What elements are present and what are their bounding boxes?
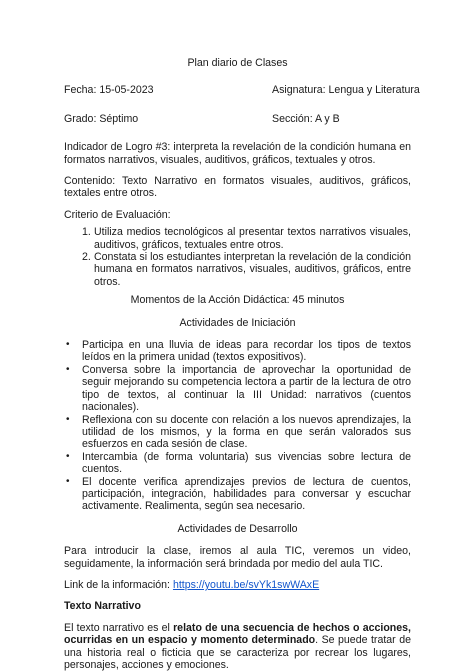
- list-item: [66, 413, 411, 451]
- content-paragraph: Contenido: Texto Narrativo en formatos visuales, auditivos, gráficos, textales entre otros.: [64, 175, 411, 200]
- list-item-text: Intercambia (de forma voluntaria) sus vivencias sobre lectura de cuentos.: [82, 450, 411, 476]
- list-item: [66, 339, 411, 364]
- narrative-definition-intro: El texto narrativo es el: [64, 621, 174, 634]
- section-field: Sección: A y B: [272, 112, 340, 125]
- narrative-definition-rest: . Se puede tratar de una historia real o ficticia que se caracteriza por recrear los lugares, personajes, acciones y emociones.: [64, 634, 411, 671]
- list-item-text: Conversa sobre la importancia de aprovechar la oportunidad de seguir mejorando su competencia lectora a partir de la lectura de otro tipo de textos, al continuar la III Unidad: narrativos (cuentos nacionales).: [82, 363, 411, 414]
- video-link[interactable]: https://youtu.be/svYk1swWAxE: [172, 578, 320, 591]
- evaluation-criteria-heading: Criterio de Evaluación:: [64, 208, 171, 221]
- evaluation-criteria-list: [64, 226, 411, 288]
- criteria-text: Constata si los estudiantes interpretan la revelación de la condición humana en formatos narrativos, visuales, auditivos, gráficos, entre otros.: [94, 251, 411, 288]
- date-field: Fecha: 15-05-2023: [64, 84, 154, 97]
- initiation-activities-heading: Actividades de Iniciación: [179, 316, 296, 329]
- criteria-number: 2.: [82, 251, 91, 264]
- list-item-text: Reflexiona con su docente con relación a los nuevos aprendizajes, la utilidad de los mismos, y la forma en que serán valorados sus esfuerzos en cada sesión de clase.: [82, 413, 411, 451]
- achievement-indicator: Indicador de Logro #3: interpreta la revelación de la condición humana en formatos narrativos, visuales, auditivos, gráficos, textuales y otros.: [64, 141, 411, 166]
- criteria-item: [82, 226, 411, 251]
- criteria-text: Utiliza medios tecnológicos al presentar textos narrativos visuales, auditivos, gráficos, textuales entre otros.: [94, 226, 411, 251]
- didactic-moments-heading: Momentos de la Acción Didáctica: 45 minutos: [130, 294, 345, 307]
- initiation-activities-list: [64, 339, 411, 513]
- development-paragraph: Para introducir la clase, iremos al aula TIC, veremos un video, seguidamente, la información será brindada por medio del aula TIC.: [64, 545, 411, 570]
- grade-section-row: [64, 113, 411, 125]
- criteria-item: [82, 251, 411, 288]
- list-item-text: El docente verifica aprendizajes previos de lectura de cuentos, participación, integración, habilidades para conversar y escuchar activamente. Realimenta, según sea necesario.: [82, 475, 411, 513]
- info-link-line: [64, 579, 411, 591]
- list-item: [66, 475, 411, 513]
- criteria-number: 1.: [82, 226, 91, 239]
- list-item: [66, 363, 411, 414]
- narrative-definition-bold: relato de una secuencia de hechos o acciones, ocurridas en un espacio y momento determinado: [64, 621, 411, 647]
- subject-field: Asignatura: Lengua y Literatura: [272, 84, 420, 97]
- bullet-icon: •: [66, 363, 70, 375]
- list-item-text: Participa en una lluvia de ideas para recordar los tipos de textos leídos en la primera unidad (textos expositivos).: [82, 339, 411, 364]
- narrative-definition-paragraph: [64, 622, 411, 671]
- list-item: [66, 450, 411, 476]
- bullet-icon: •: [66, 339, 70, 351]
- grade-field: Grado: Séptimo: [64, 112, 139, 125]
- development-activities-heading: Actividades de Desarrollo: [177, 522, 298, 535]
- info-link-label: Link de la información:: [64, 578, 173, 591]
- narrative-text-heading: Texto Narrativo: [64, 600, 141, 613]
- bullet-icon: •: [66, 413, 70, 425]
- bullet-icon: •: [66, 475, 70, 487]
- date-subject-row: [64, 84, 420, 97]
- document-title: Plan diario de Clases: [187, 57, 288, 69]
- bullet-icon: •: [66, 450, 70, 462]
